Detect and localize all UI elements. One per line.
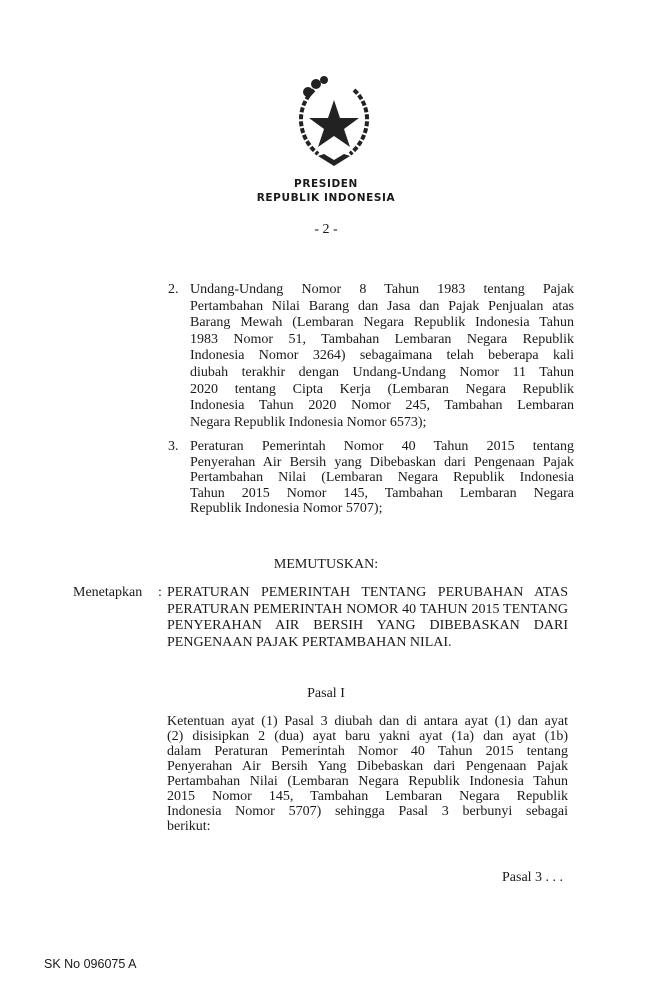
text-line: Tahun 2015 Nomor 145, Tambahan Lembaran Negara <box>190 485 574 501</box>
text-line: 2015 Nomor 145, Tambahan Lembaran Negara Republik <box>167 789 568 804</box>
text-line: PENYERAHAN AIR BERSIH YANG DIBEBASKAN DARI <box>167 618 568 634</box>
text-line: Republik Indonesia Nomor 5707); <box>190 501 383 516</box>
star-wreath-icon <box>288 72 380 168</box>
text-line: PERATURAN PEMERINTAH NOMOR 40 TAHUN 2015 TENTANG <box>167 601 568 617</box>
state-emblem <box>288 72 380 168</box>
text-line: (2) disisipkan 2 (dua) ayat baru yakni ayat (1a) dan ayat (1b) <box>167 729 568 744</box>
header-republik-indonesia: REPUBLIK INDONESIA <box>256 192 396 204</box>
item-number: 2. <box>168 282 179 297</box>
text-line: 1983 Nomor 51, Tambahan Lembaran Negara Republik <box>190 331 574 347</box>
item-number: 3. <box>168 439 179 454</box>
text-line: Indonesia Nomor 5707) sehingga Pasal 3 berbunyi sebagai <box>167 804 568 819</box>
text-line: Penyerahan Air Bersih yang Dibebaskan dari Pengenaan Pajak <box>190 454 574 470</box>
text-line: Undang-Undang Nomor 8 Tahun 1983 tentang Pajak <box>190 282 574 297</box>
text-line: berikut: <box>167 819 211 834</box>
text-line: Pertambahan Nilai (Lembaran Negara Republik Indonesia <box>190 470 574 485</box>
enact-colon: : <box>158 585 162 600</box>
text-line: Negara Republik Indonesia Nomor 6573); <box>190 414 427 430</box>
article-body <box>167 714 568 834</box>
text-line: Indonesia Tahun 2020 Nomor 245, Tambahan Lembaran <box>190 398 574 414</box>
enact-label: Menetapkan <box>73 585 143 600</box>
text-line: PENGENAAN PAJAK PERTAMBAHAN NILAI. <box>167 634 452 650</box>
text-line: Pertambahan Nilai (Lembaran Negara Republik Indonesia Tahun <box>167 774 568 789</box>
text-line: Ketentuan ayat (1) Pasal 3 diubah dan di antara ayat (1) dan ayat <box>167 714 568 729</box>
page-number: - 2 - <box>314 222 338 237</box>
article-title: Pasal I <box>307 686 345 701</box>
text-line: Pertambahan Nilai Barang dan Jasa dan Pajak Penjualan atas <box>190 298 574 314</box>
text-line: diubah terakhir dengan Undang-Undang Nomor 11 Tahun <box>190 364 574 380</box>
text-line: PERATURAN PEMERINTAH TENTANG PERUBAHAN ATAS <box>167 585 568 600</box>
text-line: Peraturan Pemerintah Nomor 40 Tahun 2015 tentang <box>190 439 574 454</box>
text-line: Barang Mewah (Lembaran Negara Republik Indonesia Tahun <box>190 315 574 331</box>
text-line: 2020 tentang Cipta Kerja (Lembaran Negara Republik <box>190 381 574 397</box>
text-line: dalam Peraturan Pemerintah Nomor 40 Tahun 2015 tentang <box>167 744 568 759</box>
decision-heading: MEMUTUSKAN: <box>273 557 379 572</box>
footer-code: SK No 096075 A <box>44 957 137 971</box>
text-line: Indonesia Nomor 3264) sebagaimana telah beberapa kali <box>190 348 574 364</box>
text-line: Penyerahan Air Bersih Yang Dibebaskan dari Pengenaan Pajak <box>167 759 568 774</box>
header-presiden: PRESIDEN <box>294 178 358 190</box>
continuation-marker: Pasal 3 . . . <box>502 870 564 885</box>
enact-title <box>167 585 568 651</box>
